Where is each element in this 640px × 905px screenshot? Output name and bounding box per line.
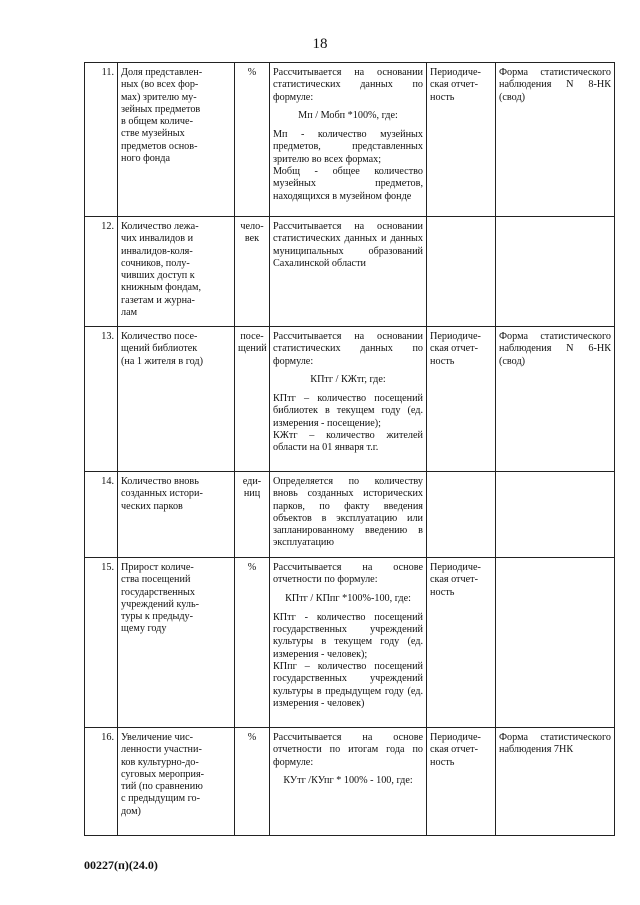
unit-of-measure: чело- век	[235, 217, 270, 327]
formula: КУтг /КУпг * 100% - 100, где:	[283, 774, 413, 786]
unit-of-measure: %	[235, 728, 270, 836]
table-row	[85, 472, 615, 558]
table-row	[85, 217, 615, 327]
table-row	[85, 63, 615, 217]
data-source-type: Периодиче- ская отчет- ность	[427, 728, 496, 836]
data-source-type: Периодиче- ская отчет- ность	[427, 63, 496, 217]
row-number: 13.	[85, 327, 118, 472]
table-row	[85, 558, 615, 728]
formula: КПтг / КЖтг, где:	[310, 373, 386, 385]
row-number: 12.	[85, 217, 118, 327]
indicator-name: Количество посе- щений библиотек (на 1 жителя в год)	[118, 327, 235, 472]
row-number: 11.	[85, 63, 118, 217]
indicators-table	[84, 62, 615, 836]
indicator-name: Доля представлен- ных (во всех фор- мах) зрителю му- зейных предметов в общем количе- стве музейных предметов основ- ного фонда	[118, 63, 235, 217]
calculation-method: Рассчитывается на основании статистических данных по формуле: Мп / Мобп *100%, где: Мп - количество музейных предметов, представленных зрителю во всех формах; Мобщ - общее количество музейных предметов, находящихся в музейном фонде	[270, 63, 427, 217]
table-row	[85, 728, 615, 836]
row-number: 15.	[85, 558, 118, 728]
data-source-type	[427, 472, 496, 558]
statistical-form: Форма статистического наблюдения N 8-НК (свод)	[496, 63, 615, 217]
calculation-method: Рассчитывается на основе отчетности по формуле: КПтг / КПпг *100%-100, где: КПтг - количество посещений государственных учреждений культуры в текущем году (ед. измерения - человек); КПпг – количество посещений государственных учреждений культуры в предыдущем году (ед. измерения - человек)	[270, 558, 427, 728]
statistical-form	[496, 472, 615, 558]
table-row	[85, 327, 615, 472]
data-source-type	[427, 217, 496, 327]
statistical-form: Форма статистического наблюдения N 6-НК (свод)	[496, 327, 615, 472]
calculation-method: Рассчитывается на основе отчетности по итогам года по формуле: КУтг /КУпг * 100% - 100, где:	[270, 728, 427, 836]
data-source-type: Периодиче- ская отчет- ность	[427, 327, 496, 472]
unit-of-measure: еди- ниц	[235, 472, 270, 558]
statistical-form: Форма статистического наблюдения 7НК	[496, 728, 615, 836]
formula: Мп / Мобп *100%, где:	[298, 109, 398, 121]
calculation-method: Определяется по количеству вновь созданных исторических парков, по факту введения объектов в эксплуатацию или запланированному введению в эксплуатацию	[270, 472, 427, 558]
unit-of-measure: %	[235, 558, 270, 728]
row-number: 14.	[85, 472, 118, 558]
unit-of-measure: посе- щений	[235, 327, 270, 472]
document-code: 00227(п)(24.0)	[84, 858, 158, 872]
data-source-type: Периодиче- ская отчет- ность	[427, 558, 496, 728]
formula: КПтг / КПпг *100%-100, где:	[285, 592, 411, 604]
indicator-name: Количество лежа- чих инвалидов и инвалидов-коля- сочников, полу- чивших доступ к книжным фондам, газетам и журна- лам	[118, 217, 235, 327]
page-number: 18	[312, 36, 328, 52]
indicator-name: Количество вновь созданных истори- ческих парков	[118, 472, 235, 558]
row-number: 16.	[85, 728, 118, 836]
calculation-method: Рассчитывается на основании статистических данных и данных муниципальных образований Сахалинской области	[270, 217, 427, 327]
statistical-form	[496, 217, 615, 327]
indicator-name: Увеличение чис- ленности участни- ков культурно-до- суговых мероприя- тий (по сравнению с предыдущим го- дом)	[118, 728, 235, 836]
calculation-method: Рассчитывается на основании статистических данных по формуле: КПтг / КЖтг, где: КПтг – количество посещений библиотек в текущем году (ед. измерения - посещение); КЖтг – количество жителей области на 01 января т.г.	[270, 327, 427, 472]
statistical-form	[496, 558, 615, 728]
unit-of-measure: %	[235, 63, 270, 217]
indicator-name: Прирост количе- ства посещений государственных учреждений куль- туры к предыду- щему году	[118, 558, 235, 728]
